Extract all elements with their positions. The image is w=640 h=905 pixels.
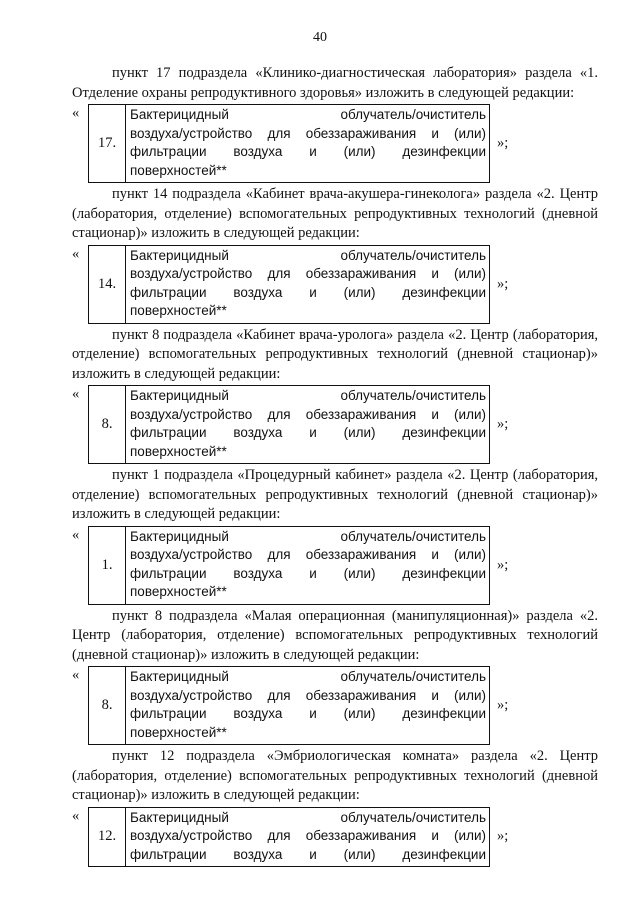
item-table <box>88 104 490 183</box>
item-line: Бактерицидный облучатель/очиститель <box>130 247 486 263</box>
open-quote: « <box>72 667 80 683</box>
item-table <box>88 666 490 745</box>
item-line: фильтрации воздуха и (или) дезинфекции <box>130 846 486 862</box>
open-quote: « <box>72 245 80 262</box>
item-table <box>88 245 490 324</box>
item-line: воздуха/устройство для обеззараживания и (или) <box>130 828 486 843</box>
instruction-rest: (лаборатория, отделение) вспомогательных репродуктивных технологий (дневной стационар)» изложить в следующей редакции: <box>72 326 599 382</box>
amendment-instruction <box>72 466 598 525</box>
item-description <box>126 386 490 464</box>
close-quote: »; <box>497 556 509 573</box>
open-quote: « <box>72 526 80 543</box>
instruction-rest: (лаборатория, отделение) вспомогательных репродуктивных технологий (дневной стационар)» изложить в следующей редакции: <box>72 467 599 522</box>
item-table <box>88 807 490 868</box>
item-number: 8. <box>89 386 126 464</box>
item-number: 8. <box>89 667 126 745</box>
item-line: фильтрации воздуха и (или) дезинфекции <box>130 425 486 440</box>
item-number: 17. <box>89 105 126 183</box>
close-quote: »; <box>497 416 509 432</box>
item-line: поверхностей** <box>130 162 227 178</box>
instruction-first-line: пункт 1 подраздела «Процедурный кабинет» раздела «2. Центр <box>112 467 509 483</box>
item-number: 1. <box>89 526 126 604</box>
amended-item-row <box>72 104 598 183</box>
instruction-first-line: пункт 14 подраздела «Кабинет врача-акушера-гинеколога» раздела <box>112 186 532 202</box>
close-quote: »; <box>497 828 509 845</box>
amendment-instruction <box>72 64 598 103</box>
instruction-first-line: пункт 12 подраздела «Эмбриологическая комната» раздела «2. Центр <box>112 748 598 764</box>
open-quote: « <box>72 807 80 824</box>
item-description <box>126 667 490 745</box>
item-description <box>126 526 490 604</box>
item-description <box>126 105 490 183</box>
item-number: 14. <box>89 245 126 323</box>
item-number: 12. <box>89 807 126 867</box>
item-line: Бактерицидный облучатель/очиститель <box>130 388 486 403</box>
item-line: поверхностей** <box>130 724 227 740</box>
instruction-rest: (лаборатория, отделение) вспомогательных репродуктивных технологий (дневной стационар)» изложить в следующей редакции: <box>72 767 598 803</box>
item-description <box>126 245 490 323</box>
document-body <box>72 64 598 869</box>
item-line: фильтрации воздуха и (или) дезинфекции <box>130 565 486 581</box>
close-quote: »; <box>497 275 509 292</box>
item-table <box>88 385 490 464</box>
item-line: фильтрации воздуха и (или) дезинфекции <box>130 706 486 721</box>
amended-item-row <box>72 385 598 464</box>
item-line: поверхностей** <box>130 303 227 318</box>
amended-item-row <box>72 807 598 868</box>
item-line: Бактерицидный облучатель/очиститель <box>130 669 486 684</box>
item-line: Бактерицидный облучатель/очиститель <box>130 809 486 825</box>
item-line: фильтрации воздуха и (или) дезинфекции <box>130 144 486 159</box>
item-line: воздуха/устройство для обеззараживания и (или) <box>130 266 486 281</box>
amendment-instruction <box>72 607 598 666</box>
instruction-rest: «2. Центр (лаборатория, отделение) вспомогательных репродуктивных технологий (дневной стационар)» изложить в следующей редакции: <box>72 607 598 663</box>
instruction-first-line: пункт 17 подраздела «Клинико-диагностическая лаборатория» раздела <box>112 65 572 81</box>
item-table <box>88 526 490 605</box>
amended-item-row <box>72 526 598 605</box>
item-line: поверхностей** <box>130 584 227 599</box>
amendment-instruction <box>72 326 598 385</box>
instruction-first-line: пункт 8 подраздела «Малая операционная (манипуляционная)» раздела <box>112 607 573 624</box>
item-line: воздуха/устройство для обеззараживания и (или) <box>130 687 486 703</box>
instruction-rest: «2. Центр (лаборатория, отделение) вспомогательных репродуктивных технологий (дневной стационар)» изложить в следующей редакции: <box>72 186 599 241</box>
open-quote: « <box>72 386 80 402</box>
page-number: 40 <box>313 30 327 45</box>
instruction-rest: «1. Отделение охраны репродуктивного здоровья» изложить в следующей редакции: <box>72 65 599 101</box>
item-line: фильтрации воздуха и (или) дезинфекции <box>130 284 486 300</box>
amended-item-row <box>72 245 598 324</box>
close-quote: »; <box>497 697 509 713</box>
item-line: воздуха/устройство для обеззараживания и (или) <box>130 125 486 141</box>
amendment-instruction <box>72 747 598 806</box>
item-line: воздуха/устройство для обеззараживания и (или) <box>130 406 486 422</box>
amendment-instruction <box>72 185 598 244</box>
item-description <box>126 807 490 867</box>
instruction-first-line: пункт 8 подраздела «Кабинет врача-уролога» раздела «2. Центр <box>112 326 509 343</box>
item-line: воздуха/устройство для обеззараживания и (или) <box>130 547 486 562</box>
open-quote: « <box>72 105 80 121</box>
item-line: Бактерицидный облучатель/очиститель <box>130 528 486 544</box>
close-quote: »; <box>497 135 509 151</box>
item-line: Бактерицидный облучатель/очиститель <box>130 107 486 122</box>
item-line: поверхностей** <box>130 443 227 459</box>
amended-item-row <box>72 666 598 745</box>
